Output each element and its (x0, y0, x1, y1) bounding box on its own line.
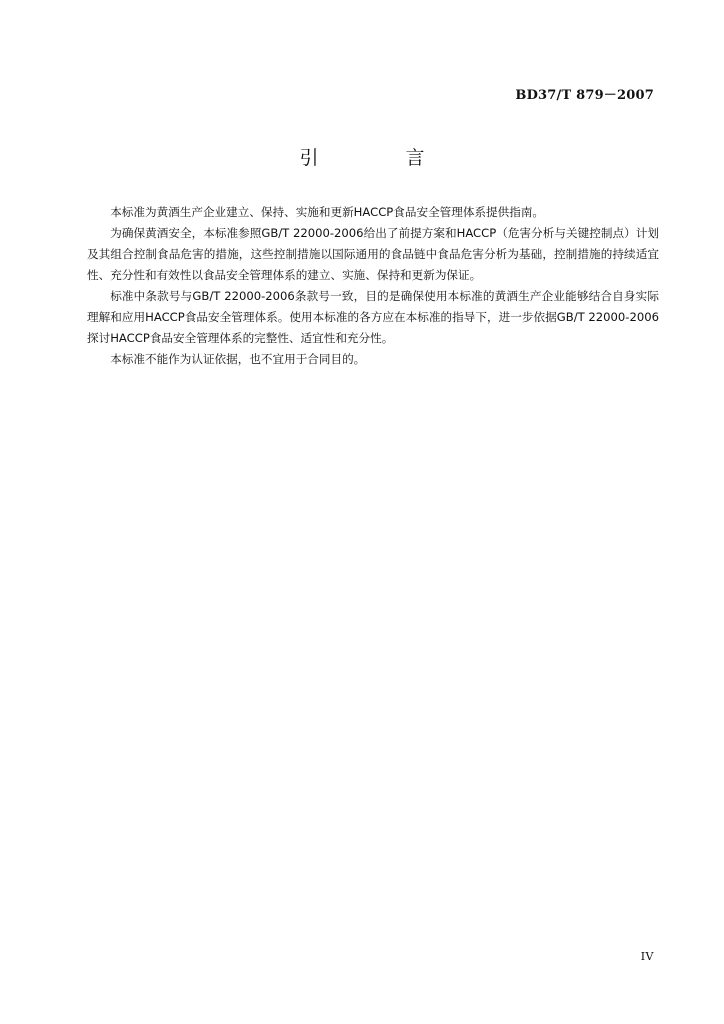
introduction-body (87, 202, 659, 370)
section-title: 引 言 (299, 147, 459, 169)
paragraph-clause-alignment: 标准中条款号与GB/T 22000-2006条款号一致，目的是确保使用本标准的黄酒生产企业能够结合自身实际理解和应用HACCP食品安全管理体系。使用本标准的各方应在本标准的指导下，进一步依据GB/T 22000-2006探讨HACCP食品安全管理体系的完整性、适宜性和充分性。 (87, 289, 659, 345)
paragraph-basis: 为确保黄酒安全，本标准参照GB/T 22000-2006给出了前提方案和HACCP（危害分析与关键控制点）计划及其组合控制食品危害的措施，这些控制措施以国际通用的食品链中食品危害分析为基础，控制措施的持续适宜性、充分性和有效性以食品安全管理体系的建立、实施、保持和更新为保证。 (87, 226, 659, 282)
paragraph-scope: 本标准为黄酒生产企业建立、保持、实施和更新HACCP食品安全管理体系提供指南。 (110, 205, 545, 219)
page-number: IV (640, 950, 654, 963)
paragraph-certification-note: 本标准不能作为认证依据，也不宜用于合同目的。 (110, 352, 366, 366)
standard-number: BD37/T 879－2007 (515, 88, 654, 103)
